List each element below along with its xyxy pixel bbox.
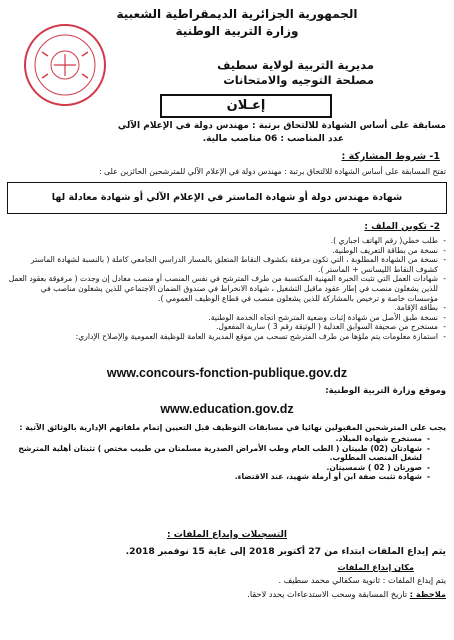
- final-doc-item: - صورتان ( 02 ) شمسيتان.: [8, 463, 430, 473]
- contest-description: مسابقة على أساس الشهادة للالتحاق برتبة : مهندس دولة في الإعلام الآلي: [117, 121, 446, 131]
- fonction-publique-url[interactable]: www.concours-fonction-publique.gov.dz: [106, 366, 348, 380]
- directorate-block: [134, 58, 374, 88]
- note-label: ملاحظة :: [409, 589, 446, 599]
- section-file-heading: 2- تكوين الملف :: [364, 222, 440, 232]
- registration-dates: يتم إيداع الملفات ابتداء من 27 أكتوبر 2018 إلى غاية 15 نوفمبر 2018.: [125, 546, 446, 557]
- place-heading: مكان إيداع الملفات: [337, 562, 414, 572]
- directorate-name: مديرية التربية لولاية سطيف: [217, 58, 374, 72]
- qualification-box: شهادة مهندس دولة أو شهادة الماستر في الإعلام الآلي أو شهادة معادلة لها: [7, 182, 447, 214]
- doc-item: - نسخة من بطاقة التعريف الوطنية.: [8, 246, 446, 256]
- note-text: تاريخ المسابقة وسحب الاستدعاءات يحدد لاحقا.: [247, 589, 408, 599]
- header-block: [90, 6, 384, 40]
- doc-item: - طلب خطي( رقم الهاتف اجباري ).: [8, 236, 446, 246]
- ministry-site-label: وموقع وزارة التربية الوطنية:: [325, 386, 446, 396]
- final-doc-item: - شهادتان (02) طبيتان ( الطب العام وطب الأمراض الصدرية مسلمتان من طبيب مختص ) تثبتان أهلية المترشح لشغل المنصب المطلوب.: [8, 444, 430, 463]
- ministry-name: وزارة التربية الوطنية: [175, 24, 299, 38]
- section-participation-heading: 1- شروط المشاركة :: [341, 151, 440, 162]
- final-docs-list: [8, 434, 430, 482]
- announcement-title: إعـلان: [160, 94, 332, 118]
- doc-item: - مستخرج من صحيفة السوابق العدلية ( الوثيقة رقم 3 ) سارية المفعول.: [8, 322, 446, 332]
- note-line: [8, 589, 446, 600]
- positions-count: عدد المناصب : 06 مناصب مالية.: [202, 134, 344, 144]
- registration-heading: التسجيلات وإيداع الملفات :: [167, 530, 287, 540]
- participation-text: تفتح المسابقة على أساس الشهادة للالتحاق برتبة : مهندس دولة في الإعلام الآلي للمترشحين الحائزين على :: [98, 167, 446, 176]
- place-text: يتم إيداع الملفات : ثانوية سكفالي محمد سطيف .: [278, 575, 446, 585]
- final-docs-intro: يجب على المترشحين المقبولين نهائيا في مسابقات التوظيف قبل التعيين إتمام ملفاتهم الإدارية بالوثائق الآتية :: [19, 423, 446, 432]
- file-documents-list: [8, 236, 446, 342]
- service-name: مصلحة التوجيه والامتحانات: [223, 73, 374, 87]
- doc-item: - استمارة معلومات يتم ملؤها من طرف المترشح تسحب من موقع المديرية العامة للوظيفة العمومية والإصلاح الإداري:: [8, 332, 446, 342]
- official-stamp: [22, 22, 108, 108]
- final-doc-item: - شهادة تثبت صفة ابن أو أرملة شهيد، عند الاقتضاء.: [8, 472, 430, 482]
- education-url[interactable]: www.education.gov.dz: [160, 402, 294, 416]
- republic-name: الجمهورية الجزائرية الديمقراطية الشعبية: [116, 7, 358, 21]
- doc-item: - بطاقة الإقامة.: [8, 303, 446, 313]
- doc-item: - نسخة من الشهادة المطلوبة ، التي تكون مرفقة بكشوف النقاط المتعلق بالمسار الدراسي الجامعي كاملة ( بالنسبة لشهادة الماستر كشوف النقاط الليسانس + الماستر ).: [8, 255, 446, 274]
- doc-item: - شهادات العمل التي تثبت الخبرة المهنية المكتسبة من طرف المترشح في نفس المنصب أو منصب معادل إن وجدت ( مرفوقة بعقود العمل للذين يشغلون منصب في إطار عقود ماقبل التشغيل ، شهادة الانخراط في صندوق الضمان الاجتماعي للذين يشغلون مناصب في مؤسسات خاصة و ترخيص بالمشاركة للذين يشغلون منصب في قطاع الوظيف العمومي ).: [8, 274, 446, 303]
- doc-item: - نسخة طبق الأصل من شهادة إثبات وضعية المترشح اتجاه الخدمة الوطنية.: [8, 313, 446, 323]
- final-doc-item: - مستخرج شهادة الميلاد.: [8, 434, 430, 444]
